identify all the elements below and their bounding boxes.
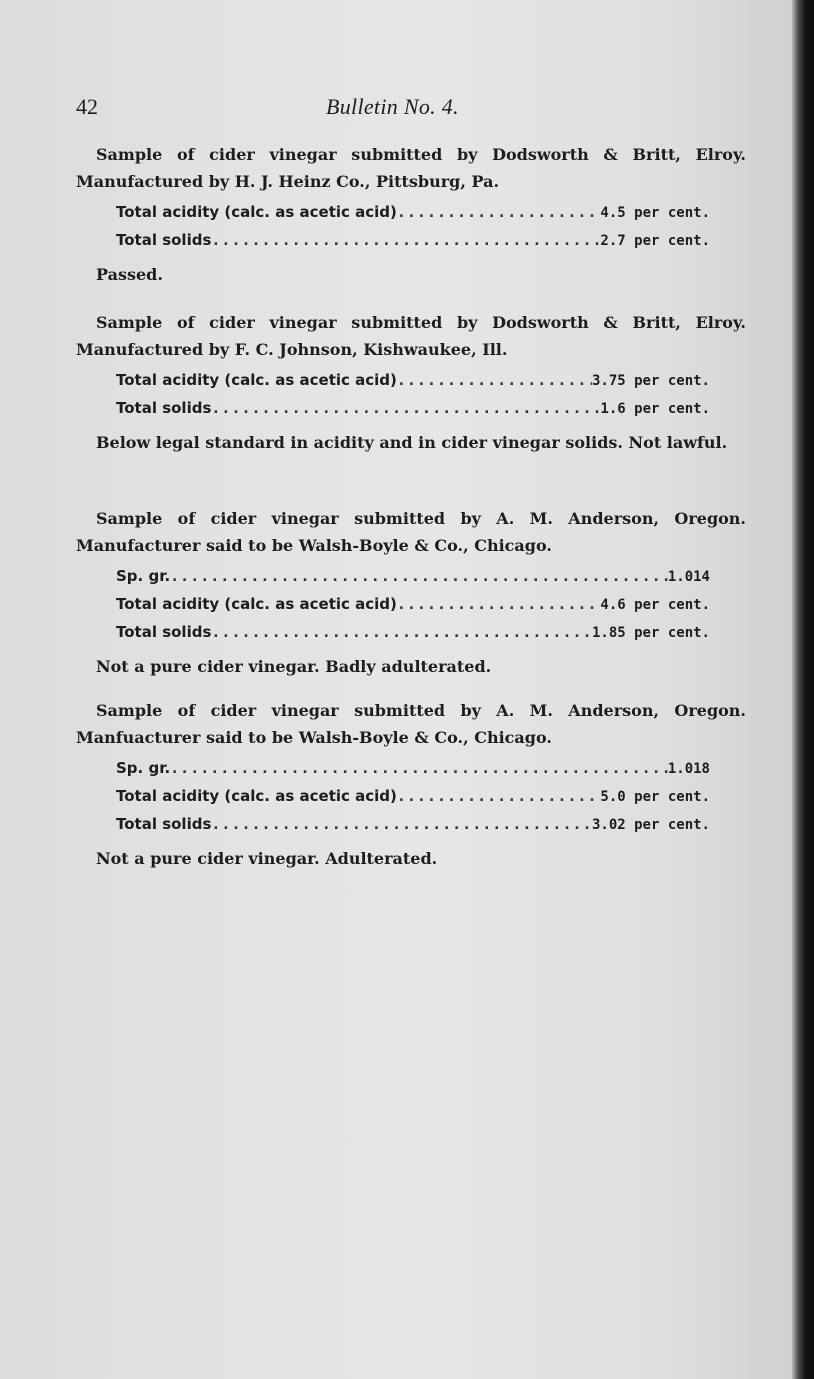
leader-dots xyxy=(211,227,600,254)
measurement-value: 3.02 per cent. xyxy=(591,817,710,833)
measurement-value: 4.5 per cent. xyxy=(600,205,710,221)
measurement-row xyxy=(116,395,710,423)
book-binding-edge xyxy=(792,0,814,1379)
leader-dots xyxy=(211,811,592,838)
measurement-row xyxy=(116,563,710,591)
measurement-label: Total acidity (calc. as acetic acid) xyxy=(116,203,397,221)
measurement-row xyxy=(116,783,710,811)
measurement-row xyxy=(116,811,710,839)
measurement-label: Sp. gr. xyxy=(116,567,171,585)
sample-entry xyxy=(76,309,746,456)
leader-dots xyxy=(397,783,601,810)
sample-verdict: Not a pure cider vinegar. Adulterated. xyxy=(96,849,438,868)
sample-description: Sample of cider vinegar submitted by Dodsworth & Britt, Elroy. Manufactured by H. J. Heinz Co., Pittsburg, Pa. xyxy=(76,145,746,191)
measurement-row xyxy=(116,367,710,395)
measurement-label: Total solids xyxy=(116,399,212,417)
sample-description: Sample of cider vinegar submitted by Dodsworth & Britt, Elroy. Manufactured by F. C. Johnson, Kishwaukee, Ill. xyxy=(76,313,746,359)
leader-dots xyxy=(397,367,592,394)
sample-entry xyxy=(76,697,746,872)
measurement-label: Sp. gr. xyxy=(116,759,171,777)
leader-dots xyxy=(211,619,592,646)
measurement-label: Total solids xyxy=(116,231,212,249)
measurement-row xyxy=(116,755,710,783)
measurement-row xyxy=(116,199,710,227)
leader-dots xyxy=(170,755,668,782)
page-number: 42 xyxy=(76,94,98,119)
measurement-value: 3.75 per cent. xyxy=(591,373,710,389)
measurement-label: Total solids xyxy=(116,815,212,833)
leader-dots xyxy=(211,395,600,422)
page-header xyxy=(76,94,736,124)
measurement-value: 2.7 per cent. xyxy=(600,233,710,249)
measurement-row xyxy=(116,227,710,255)
sample-entry xyxy=(76,141,746,288)
sample-verdict: Below legal standard in acidity and in cider vinegar solids. Not lawful. xyxy=(96,433,728,452)
sample-verdict: Passed. xyxy=(96,265,163,284)
measurement-label: Total acidity (calc. as acetic acid) xyxy=(116,595,397,613)
running-title: Bulletin No. 4. xyxy=(326,94,459,119)
measurement-label: Total acidity (calc. as acetic acid) xyxy=(116,371,397,389)
leader-dots xyxy=(397,199,601,226)
sample-entry xyxy=(76,505,746,680)
sample-description: Sample of cider vinegar submitted by A. M. Anderson, Oregon. Manfuacturer said to be Walsh-Boyle & Co., Chicago. xyxy=(76,701,746,747)
measurement-row xyxy=(116,619,710,647)
measurement-value: 1.018 xyxy=(667,761,710,777)
measurement-value: 1.85 per cent. xyxy=(591,625,710,641)
measurement-label: Total acidity (calc. as acetic acid) xyxy=(116,787,397,805)
measurement-value: 1.6 per cent. xyxy=(600,401,710,417)
measurement-value: 4.6 per cent. xyxy=(600,597,710,613)
leader-dots xyxy=(170,563,668,590)
measurement-value: 1.014 xyxy=(667,569,710,585)
measurement-label: Total solids xyxy=(116,623,212,641)
sample-verdict: Not a pure cider vinegar. Badly adulterated. xyxy=(96,657,492,676)
measurement-value: 5.0 per cent. xyxy=(600,789,710,805)
measurement-row xyxy=(116,591,710,619)
leader-dots xyxy=(397,591,601,618)
sample-description: Sample of cider vinegar submitted by A. M. Anderson, Oregon. Manufacturer said to be Walsh-Boyle & Co., Chicago. xyxy=(76,509,746,555)
